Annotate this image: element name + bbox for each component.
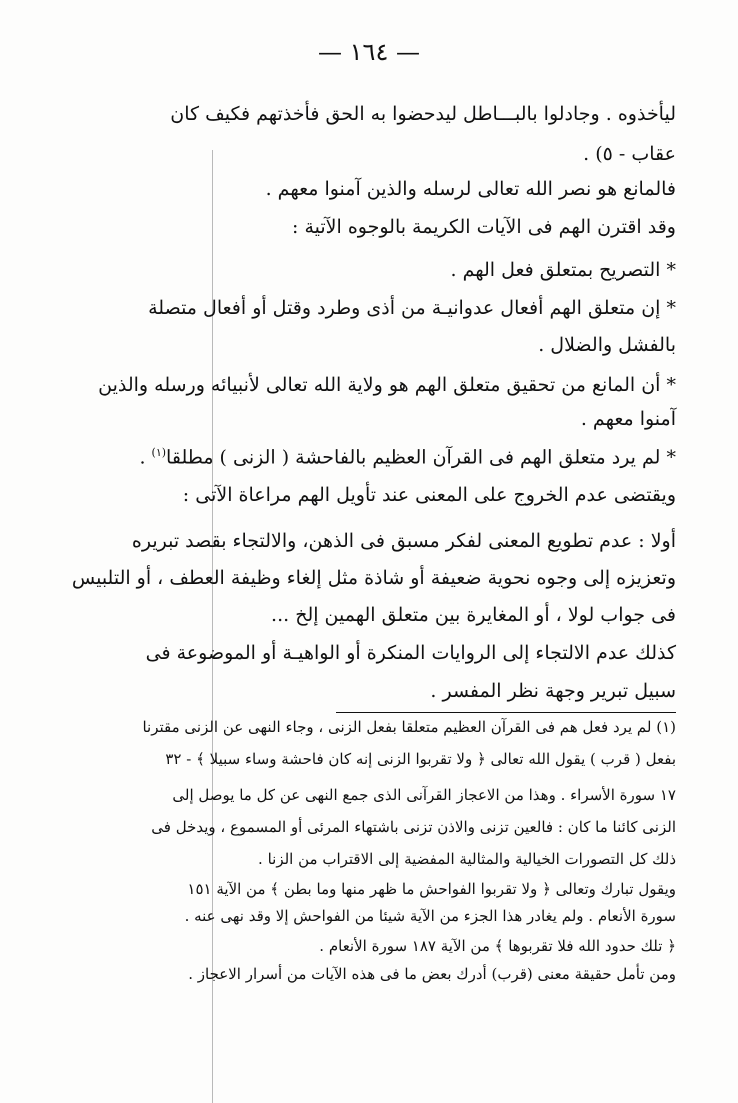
body-line-15: كذلك عدم الالتجاء إلى الروايات المنكرة أو الواهيـة أو الموضوعة فى bbox=[145, 642, 676, 664]
body-line-8: * أن المانع من تحقيق متعلق الهم هو ولاية الله تعالى لأنبيائه ورسله والذين bbox=[98, 374, 676, 396]
footnote-line-4: الزنى كائنا ما كان : فالعين تزنى والاذن تزنى باشتهاء المرئى أو المسموع ، ويدخل فى bbox=[151, 818, 676, 836]
footnote-line-8: ﴿ تلك حدود الله فلا تقربوها ﴾ من الآية ١٨٧ سورة الأنعام . bbox=[319, 937, 676, 955]
body-line-10-end: . bbox=[139, 446, 152, 469]
body-line-16: سبيل تبرير وجهة نظر المفسر . bbox=[430, 680, 676, 702]
footnote-line-5: ذلك كل التصورات الخيالية والمثالية المفضية إلى الاقتراب من الزنا . bbox=[258, 850, 676, 868]
body-line-10-text: * لم يرد متعلق الهم فى القرآن العظيم بالفاحشة ( الزنى ) مطلقا bbox=[166, 446, 676, 469]
footnote-reference: (١) bbox=[151, 446, 167, 459]
body-line-14: فى جواب لولا ، أو المغايرة بين متعلق الهمين إلخ ... bbox=[271, 604, 676, 626]
footnote-line-2: بفعل ( قرب ) يقول الله تعالى ﴿ ولا تقربوا الزنى إنه كان فاحشة وساء سبيلا ﴾ - ٣٢ bbox=[165, 750, 676, 768]
body-line-2: عقاب - ٥) . bbox=[583, 143, 676, 165]
body-line-4: وقد اقترن الهم فى الآيات الكريمة بالوجوه الآتية : bbox=[292, 216, 676, 238]
footnote-line-3: ١٧ سورة الأسراء . وهذا من الاعجاز القرآنى الذى جمع النهى عن كل ما يوصل إلى bbox=[172, 786, 676, 804]
body-line-9: آمنوا معهم . bbox=[580, 408, 676, 430]
body-line-6: * إن متعلق الهم أفعال عدوانيـة من أذى وطرد وقتل أو أفعال متصلة bbox=[148, 297, 676, 319]
page-number: — ١٦٤ — bbox=[318, 38, 420, 66]
body-line-5: * التصريح بمتعلق فعل الهم . bbox=[450, 259, 676, 281]
body-line-10 bbox=[56, 446, 676, 470]
footnote-line-9: ومن تأمل حقيقة معنى (قرب) أدرك بعض ما فى هذه الآيات من أسرار الاعجاز . bbox=[188, 965, 676, 983]
footnote-separator bbox=[336, 712, 676, 713]
body-line-13: وتعزيزه إلى وجوه نحوية ضعيفة أو شاذة مثل إلغاء وظيفة العطف ، أو التلبيس bbox=[71, 567, 676, 589]
footnote-line-7: سورة الأنعام . ولم يغادر هذا الجزء من الآية شيئا من الفواحش إلا وقد نهى عنه . bbox=[184, 907, 676, 925]
body-line-7: بالفشل والضلال . bbox=[538, 334, 676, 356]
body-line-3: فالمانع هو نصر الله تعالى لرسله والذين آمنوا معهم . bbox=[265, 178, 676, 200]
footnote-line-1: (١) لم يرد فعل هم فى القرآن العظيم متعلقا بفعل الزنى ، وجاء النهى عن الزنى مقترنا bbox=[142, 718, 676, 736]
footnote-line-6: ويقول تبارك وتعالى ﴿ ولا تقربوا الفواحش ما ظهر منها وما بطن ﴾ من الآية ١٥١ bbox=[187, 880, 676, 898]
body-line-11: ويقتضى عدم الخروج على المعنى عند تأويل الهم مراعاة الآتى : bbox=[182, 484, 676, 506]
body-line-1: ليأخذوه . وجادلوا بالبـــاطل ليدحضوا به الحق فأخذتهم فكيف كان bbox=[170, 103, 676, 125]
body-line-12: أولا : عدم تطويع المعنى لفكر مسبق فى الذهن، والالتجاء بقصد تبريره bbox=[131, 530, 676, 552]
